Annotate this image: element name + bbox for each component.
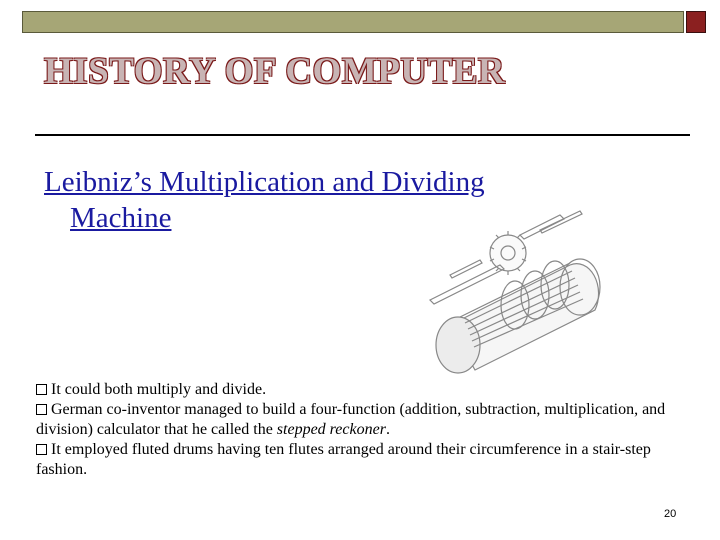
subtitle-line-2: Machine xyxy=(70,202,172,234)
title-divider xyxy=(35,134,690,136)
top-decor-square xyxy=(686,11,706,33)
stepped-drum-machine-image xyxy=(420,205,620,375)
hollow-square-icon xyxy=(36,444,47,455)
stepped-reckoner-term: stepped reckoner xyxy=(276,421,386,438)
bullet-list xyxy=(36,380,676,480)
page-number: 20 xyxy=(664,508,677,520)
top-decor-bar xyxy=(22,11,684,33)
bullet-item: It could both multiply and divide. xyxy=(36,380,676,400)
hollow-square-icon xyxy=(36,404,47,415)
subtitle-line-1: Leibniz’s Multiplication and Dividing xyxy=(44,166,485,198)
slide-title: HISTORY OF COMPUTER xyxy=(44,51,506,92)
bullet-item: It employed fluted drums having ten flutes arranged around their circumference in a stair-step fashion. xyxy=(36,441,651,478)
bullet-item: German co-inventor managed to build a four-function (addition, subtraction, multiplication, and division) calculator that he called the stepped reckoner. xyxy=(36,401,666,438)
hollow-square-icon xyxy=(36,384,47,395)
